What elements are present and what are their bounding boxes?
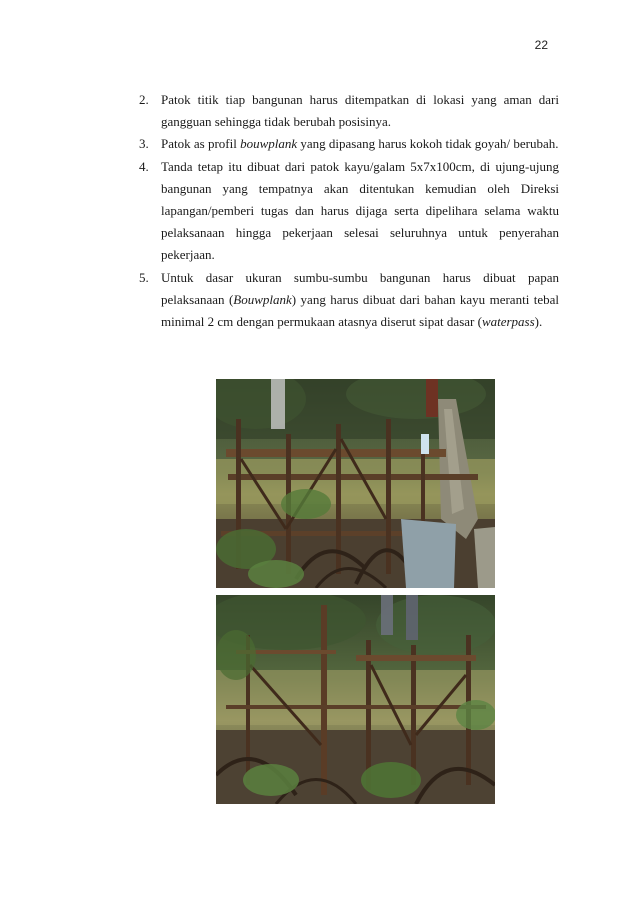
- site-photo-bottom: [216, 595, 495, 804]
- italic-term: bouwplank: [240, 136, 298, 152]
- list-item: [139, 267, 559, 334]
- italic-term: Bouwplank: [233, 291, 292, 307]
- item-text: ) yang harus dibuat dari bahan kayu meranti tebal minimal 2 cm dengan permukaan atasnya diserut sipat dasar (: [161, 291, 559, 330]
- list-item-number: 3.: [139, 136, 149, 152]
- site-photo-bottom-image: [216, 595, 495, 804]
- list-item: [139, 156, 559, 267]
- list-item-number: 2.: [139, 92, 149, 107]
- page-number: 22: [534, 38, 548, 52]
- site-photo-top: [216, 379, 495, 588]
- item-text: Tanda tetap itu dibuat dari patok kayu/galam 5x7x100cm, di ujung-ujung bangunan yang tempatnya akan ditentukan kemudian oleh Direksi lapangan/pemberi tugas dan harus dijaga serta dipelihara selama waktu pelaksanaan hingga pekerjaan selesai seluruhnya untuk penyerahan pekerjaan.: [161, 158, 559, 263]
- item-text: Patok titik tiap bangunan harus ditempatkan di lokasi yang aman dari gangguan sehingga tidak berubah posisinya.: [161, 92, 559, 130]
- item-text: ).: [534, 314, 543, 330]
- site-photo-top-image: [216, 379, 495, 588]
- item-text: Patok as profil: [161, 136, 241, 152]
- italic-term: waterpass: [481, 314, 535, 330]
- item-text: Untuk dasar ukuran sumbu-sumbu bangunan harus dibuat papan pelaksanaan (: [161, 269, 559, 307]
- numbered-list: [139, 89, 559, 333]
- list-item: [139, 89, 559, 133]
- list-item-number: 5.: [139, 269, 149, 285]
- list-item: [139, 133, 559, 155]
- item-text: yang dipasang harus kokoh tidak goyah/ berubah.: [297, 136, 559, 152]
- list-item-number: 4.: [139, 158, 149, 174]
